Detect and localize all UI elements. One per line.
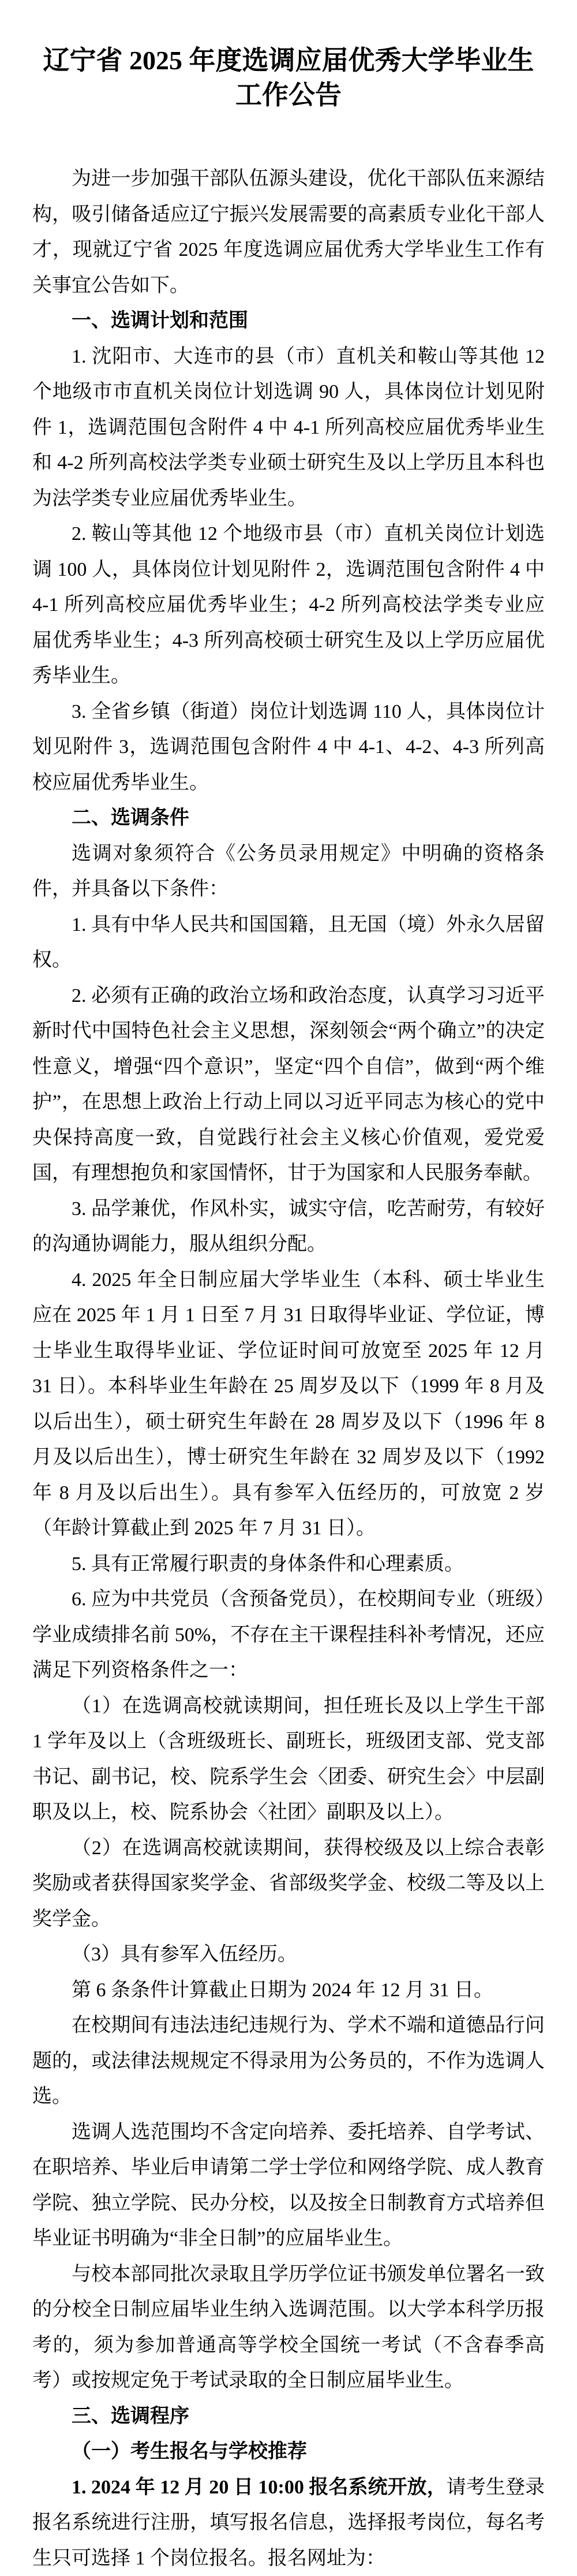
section-heading-procedure: 三、选调程序 <box>32 2399 545 2435</box>
paragraph-condition-1: 1. 具有中华人民共和国国籍，且无国（境）外永久居留权。 <box>32 907 545 978</box>
paragraph-condition-2: 2. 必须有正确的政治立场和政治态度，认真学习习近平新时代中国特色社会主义思想，深刻领会“两个确立”的决定性意义，增强“四个意识”，坚定“四个自信”，做到“两个维护”，在思想上政治上行动上同以习近平同志为核心的党中央保持高度一致，自觉践行社会主义核心价值观，爱党爱国，有理想抱负和家国情怀，甘于为国家和人民服务奉献。 <box>32 978 545 1191</box>
paragraph-condition-6-deadline: 第 6 条条件计算截止日期为 2024 年 12 月 31 日。 <box>32 1973 545 2008</box>
section-heading-conditions: 二、选调条件 <box>32 800 545 836</box>
intro-paragraph: 为进一步加强干部队伍源头建设，优化干部队伍来源结构，吸引储备适应辽宁振兴发展需要的高素质专业化干部人才，现就辽宁省 2025 年度选调应届优秀大学毕业生工作有关事宜公告如下。 <box>32 161 545 303</box>
paragraph-branch-campus-rule: 与校本部同批次录取且学历学位证书颁发单位署名一致的分校全日制应届毕业生纳入选调范围。以大学本科学历报考的，须为参加普通高等学校全国统一考试（不含春季高考）或按规定免于考试录取的全日制应届毕业生。 <box>32 2257 545 2399</box>
subsection-heading-registration: （一）考生报名与学校推荐 <box>32 2434 545 2470</box>
paragraph-condition-6: 6. 应为中共党员（含预备党员），在校期间专业（班级）学业成绩排名前 50%，不存在主干课程挂科补考情况，还应满足下列资格条件之一： <box>32 1582 545 1688</box>
registration-instructions: 请考生登录报名系统进行注册，填写报名信息，选择报考岗位，每名考生只可选择 1 个岗位报名。报名网址为： <box>32 2477 545 2569</box>
paragraph-condition-5: 5. 具有正常履行职责的身体条件和心理素质。 <box>32 1546 545 1582</box>
paragraph-condition-3: 3. 品学兼优，作风朴实，诚实守信，吃苦耐劳，有较好的沟通协调能力，服从组织分配。 <box>32 1191 545 1262</box>
paragraph-plan-townships: 3. 全省乡镇（街道）岗位计划选调 110 人，具体岗位计划见附件 3，选调范围包含附件 4 中 4-1、4-2、4-3 所列高校应届优秀毕业生。 <box>32 694 545 801</box>
paragraph-plan-city-organs: 1. 沈阳市、大连市的县（市）直机关和鞍山等其他 12 个地级市市直机关岗位计划选调 90 人，具体岗位计划见附件 1，选调范围包含附件 4 中 4-1 所列高校应届优秀毕业生和 4-2 所列高校法学类专业硕士研究生及以上学历且本科也为法学类专业应届优秀毕业生。 <box>32 339 545 517</box>
paragraph-conditions-intro: 选调对象须符合《公务员录用规定》中明确的资格条件，并具备以下条件： <box>32 836 545 907</box>
paragraph-condition-6-sub-2: （2）在选调高校就读期间，获得校级及以上综合表彰奖励或者获得国家奖学金、省部级奖学金、校级二等及以上奖学金。 <box>32 1831 545 1937</box>
paragraph-condition-6-sub-1: （1）在选调高校就读期间，担任班长及以上学生干部 1 学年及以上（含班级班长、副班长，班级团支部、党支部书记、副书记，校、院系学生会〈团委、研究生会〉中层副职及以上，校、院系协会〈社团〉副职及以上）。 <box>32 1688 545 1831</box>
paragraph-disqualification: 在校期间有违法违纪违规行为、学术不端和道德品行问题的，或法律法规规定不得录用为公务员的，不作为选调人选。 <box>32 2008 545 2115</box>
doc-title <box>32 43 545 113</box>
registration-open-time: 1. 2024 年 12 月 20 日 10:00 报名系统开放， <box>72 2477 447 2498</box>
paragraph-condition-6-sub-3: （3）具有参军入伍经历。 <box>32 1937 545 1973</box>
doc-title-line-1: 辽宁省 2025 年度选调应届优秀大学毕业生 <box>32 43 545 78</box>
paragraph-registration-step-1 <box>32 2470 545 2576</box>
paragraph-plan-county-organs: 2. 鞍山等其他 12 个地级市县（市）直机关岗位计划选调 100 人，具体岗位计划见附件 2，选调范围包含附件 4 中 4-1 所列高校应届优秀毕业生；4-2 所列高校法学类专业应届优秀毕业生；4-3 所列高校硕士研究生及以上学历应届优秀毕业生。 <box>32 516 545 694</box>
section-heading-plan-and-scope: 一、选调计划和范围 <box>32 303 545 339</box>
doc-title-line-2: 工作公告 <box>32 78 545 113</box>
paragraph-condition-4: 4. 2025 年全日制应届大学毕业生（本科、硕士毕业生应在 2025 年 1 月 1 日至 7 月 31 日取得毕业证、学位证，博士毕业生取得毕业证、学位证时间可放宽至 2025 年 12 月 31 日）。本科毕业生年龄在 25 周岁及以下（1999 年 8 月及以后出生），硕士研究生年龄在 28 周岁及以下（1996 年 8 月及以后出生），博士研究生年龄在 32 周岁及以下（1992 年 8 月及以后出生）。具有参军入伍经历的，可放宽 2 岁（年龄计算截止到 2025 年 7 月 31 日）。 <box>32 1262 545 1546</box>
paragraph-excluded-scope: 选调人选范围均不含定向培养、委托培养、自学考试、在职培养、毕业后申请第二学士学位和网络学院、成人教育学院、独立学院、民办分校，以及按全日制教育方式培养但毕业证书明确为“非全日制”的应届毕业生。 <box>32 2115 545 2257</box>
